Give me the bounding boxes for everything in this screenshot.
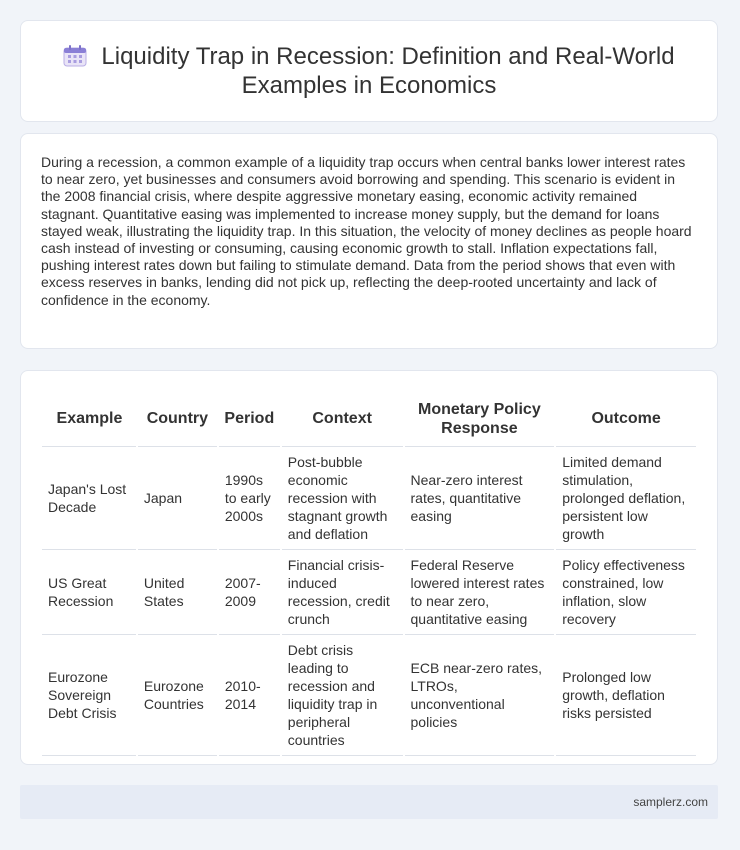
table-cell: 2007-2009 — [218, 550, 281, 635]
table-cell: Policy effectiveness constrained, low inflation, slow recovery — [555, 550, 697, 635]
table-cell: 1990s to early 2000s — [218, 447, 281, 550]
table-cell: 2010-2014 — [218, 635, 281, 756]
table-row — [42, 550, 697, 635]
table-cell: US Great Recession — [42, 550, 137, 635]
source-link[interactable]: samplerz.com — [633, 795, 708, 809]
table-cell: Eurozone Sovereign Debt Crisis — [42, 635, 137, 756]
page-title-text: Liquidity Trap in Recession: Definition and Real-World Examples in Economics — [101, 43, 675, 99]
table-cell: Japan's Lost Decade — [42, 447, 137, 550]
footer — [20, 785, 718, 819]
intro-paragraph: During a recession, a common example of a liquidity trap occurs when central banks lower interest rates to near zero, yet businesses and consumers avoid borrowing and spending. This scenario is evident in the 2008 financial crisis, where despite aggressive monetary easing, economic activity remained stagnant. Quantitative easing was implemented to increase money supply, but the demand for loans stayed weak, illustrating the liquidity trap. In this situation, the velocity of money declines as people hoard cash instead of investing or consuming, causing economic growth to stall. Inflation expectations fall, pushing interest rates down but failing to stimulate demand. Data from the period shows that even with excess reserves in banks, lending did not pick up, reflecting the deep-rooted uncertainty and lack of confidence in the economy. — [41, 154, 692, 308]
column-header: Context — [281, 391, 404, 447]
column-header: Period — [218, 391, 281, 447]
column-header: Outcome — [555, 391, 697, 447]
page-title — [49, 42, 689, 100]
intro-card — [20, 133, 718, 349]
table-header-row — [42, 391, 697, 447]
table-cell: United States — [137, 550, 218, 635]
column-header: Example — [42, 391, 137, 447]
table-cell: ECB near-zero rates, LTROs, unconventional policies — [404, 635, 556, 756]
column-header: Monetary Policy Response — [404, 391, 556, 447]
table-row — [42, 447, 697, 550]
table-cell: Prolonged low growth, deflation risks persisted — [555, 635, 697, 756]
table-cell: Eurozone Countries — [137, 635, 218, 756]
table-cell: Near-zero interest rates, quantitative easing — [404, 447, 556, 550]
table-cell: Limited demand stimulation, prolonged deflation, persistent low growth — [555, 447, 697, 550]
table-cell: Financial crisis-induced recession, credit crunch — [281, 550, 404, 635]
table-cell: Debt crisis leading to recession and liquidity trap in peripheral countries — [281, 635, 404, 756]
table-cell: Federal Reserve lowered interest rates to near zero, quantitative easing — [404, 550, 556, 635]
column-header: Country — [137, 391, 218, 447]
table-row — [42, 635, 697, 756]
table-card — [20, 370, 718, 765]
table-cell: Japan — [137, 447, 218, 550]
examples-table — [42, 391, 698, 756]
table-cell: Post-bubble economic recession with stagnant growth and deflation — [281, 447, 404, 550]
calendar-icon — [63, 45, 87, 67]
header-card — [20, 20, 718, 122]
